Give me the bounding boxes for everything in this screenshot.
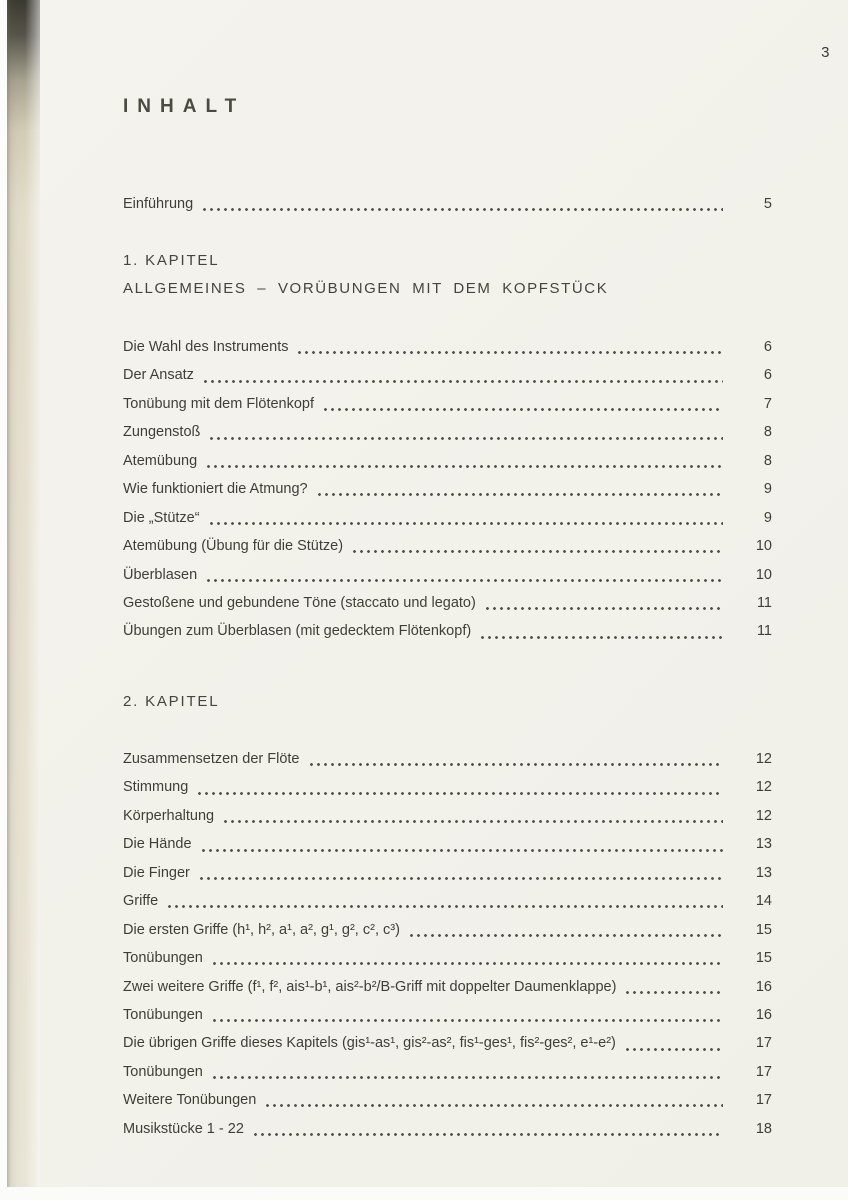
toc-entry-page: 9	[763, 481, 772, 498]
toc-entry-label: Atemübung	[123, 452, 198, 469]
dot-leader	[310, 745, 724, 773]
dot-leader	[200, 859, 723, 887]
dot-leader	[353, 532, 723, 560]
toc-entry-label: Übungen zum Überblasen (mit gedecktem Flötenkopf)	[123, 623, 472, 640]
dot-leader	[626, 973, 723, 1001]
toc-entry-label: Die Wahl des Instruments	[123, 339, 289, 355]
toc-row	[123, 1086, 772, 1114]
toc-entry-label: Tonübungen	[123, 950, 203, 967]
toc-entry-label: Tonübung mit dem Flötenkopf	[123, 395, 315, 412]
toc-entry-label: Stimmung	[123, 779, 189, 796]
dot-leader	[254, 1115, 723, 1143]
toc-row	[123, 190, 772, 218]
chapter-1-subheading: ALLGEMEINES – VORÜBUNGEN MIT DEM KOPFSTÜCK	[123, 280, 609, 297]
toc-entry-page: 16	[755, 978, 772, 995]
dot-leader	[213, 1001, 723, 1029]
toc-entry-page: 6	[763, 367, 772, 384]
toc-entry-label: Die „Stütze“	[123, 509, 200, 526]
toc-row	[123, 830, 772, 858]
toc-row	[123, 1029, 772, 1057]
toc-entry-label: Weitere Tonübungen	[123, 1092, 257, 1109]
dot-leader	[202, 830, 723, 858]
toc-entry-page: 5	[763, 196, 772, 212]
dot-leader	[213, 944, 723, 972]
toc-entry-label: Die Hände	[123, 836, 192, 853]
toc-row	[123, 944, 772, 972]
toc-entry-page: 14	[755, 893, 772, 910]
page-number: 3	[821, 44, 830, 61]
toc-entry-page: 10	[755, 538, 772, 555]
toc-row	[123, 802, 772, 830]
toc-entry-label: Körperhaltung	[123, 807, 215, 824]
toc-entry-label: Einführung	[123, 196, 194, 212]
toc-row	[123, 361, 772, 389]
dot-leader	[298, 333, 723, 361]
dot-leader	[198, 773, 723, 801]
toc-entry-label: Zusammensetzen der Flöte	[123, 751, 300, 767]
table-of-contents	[123, 0, 772, 1200]
toc-row	[123, 333, 772, 361]
toc-entry-page: 15	[755, 921, 772, 938]
dot-leader	[213, 1058, 723, 1086]
toc-row	[123, 859, 772, 887]
toc-entry-page: 11	[756, 623, 772, 640]
dot-leader	[207, 561, 723, 589]
toc-entry-label: Gestoßene und gebundene Töne (staccato und legato)	[123, 594, 476, 611]
dot-leader	[204, 361, 723, 389]
toc-entry-page: 15	[755, 950, 772, 967]
toc-row	[123, 447, 772, 475]
toc-row	[123, 1001, 772, 1029]
toc-entry-page: 12	[755, 779, 772, 796]
toc-row	[123, 1058, 772, 1086]
toc-row	[123, 504, 772, 532]
toc-entry-page: 17	[755, 1063, 772, 1080]
chapter-2-heading: 2. KAPITEL	[123, 693, 220, 710]
toc-row	[123, 745, 772, 773]
toc-row	[123, 475, 772, 503]
toc-row	[123, 617, 772, 645]
toc-entry-label: Wie funktioniert die Atmung?	[123, 481, 308, 498]
toc-entry-label: Zungenstoß	[123, 424, 201, 441]
book-binding-shadow	[7, 0, 40, 1187]
dot-leader	[210, 418, 723, 446]
toc-entry-page: 9	[763, 509, 772, 526]
toc-row	[123, 390, 772, 418]
toc-entry-label: Die übrigen Griffe dieses Kapitels (gis¹-as¹, gis²-as², fis¹-ges¹, fis²-ges², e¹-e²)	[123, 1035, 616, 1052]
toc-entry-page: 12	[755, 807, 772, 824]
toc-entry-label: Tonübungen	[123, 1063, 203, 1080]
toc-row	[123, 532, 772, 560]
toc-row	[123, 1115, 772, 1143]
chapter-2-entry-list	[123, 745, 772, 1143]
toc-row	[123, 973, 772, 1001]
toc-row	[123, 561, 772, 589]
dot-leader	[324, 390, 723, 418]
dot-leader	[207, 447, 723, 475]
toc-entry-page: 8	[763, 424, 772, 441]
toc-entry-page: 13	[755, 836, 772, 853]
toc-row	[123, 887, 772, 915]
toc-entry-label: Atemübung (Übung für die Stütze)	[123, 538, 344, 555]
toc-entry-label: Die ersten Griffe (h¹, h², a¹, a², g¹, g², c², c³)	[123, 921, 400, 938]
dot-leader	[210, 504, 723, 532]
dot-leader	[224, 802, 723, 830]
toc-entry-label: Griffe	[123, 893, 159, 910]
toc-entry-page: 10	[755, 566, 772, 583]
toc-entry-label: Zwei weitere Griffe (f¹, f², ais¹-b¹, ais²-b²/B-Griff mit doppelter Daumenklappe)	[123, 978, 617, 995]
dot-leader	[410, 916, 723, 944]
toc-entry-page: 6	[763, 339, 772, 355]
toc-row	[123, 589, 772, 617]
toc-row	[123, 773, 772, 801]
toc-entry-label: Musikstücke 1 - 22	[123, 1120, 244, 1137]
toc-intro-list	[123, 190, 772, 218]
scan-edge-left	[0, 0, 7, 1200]
toc-entry-label: Tonübungen	[123, 1006, 203, 1023]
toc-entry-label: Überblasen	[123, 566, 198, 583]
toc-entry-page: 12	[755, 751, 772, 767]
toc-entry-page: 17	[755, 1092, 772, 1109]
dot-leader	[318, 475, 723, 503]
dot-leader	[266, 1086, 723, 1114]
chapter-1-heading: 1. KAPITEL	[123, 252, 220, 269]
toc-row	[123, 916, 772, 944]
chapter-1-entry-list	[123, 333, 772, 646]
dot-leader	[486, 589, 723, 617]
toc-entry-page: 18	[755, 1120, 772, 1137]
page-title: INHALT	[123, 96, 246, 117]
toc-entry-page: 7	[763, 395, 772, 412]
dot-leader	[626, 1029, 723, 1057]
toc-row	[123, 418, 772, 446]
dot-leader	[481, 617, 723, 645]
toc-entry-label: Die Finger	[123, 864, 190, 881]
dot-leader	[203, 190, 723, 218]
toc-entry-page: 8	[763, 452, 772, 469]
toc-entry-page: 16	[755, 1006, 772, 1023]
dot-leader	[168, 887, 723, 915]
toc-entry-page: 17	[755, 1035, 772, 1052]
toc-entry-page: 13	[755, 864, 772, 881]
toc-entry-page: 11	[756, 594, 772, 611]
toc-entry-label: Der Ansatz	[123, 367, 194, 384]
